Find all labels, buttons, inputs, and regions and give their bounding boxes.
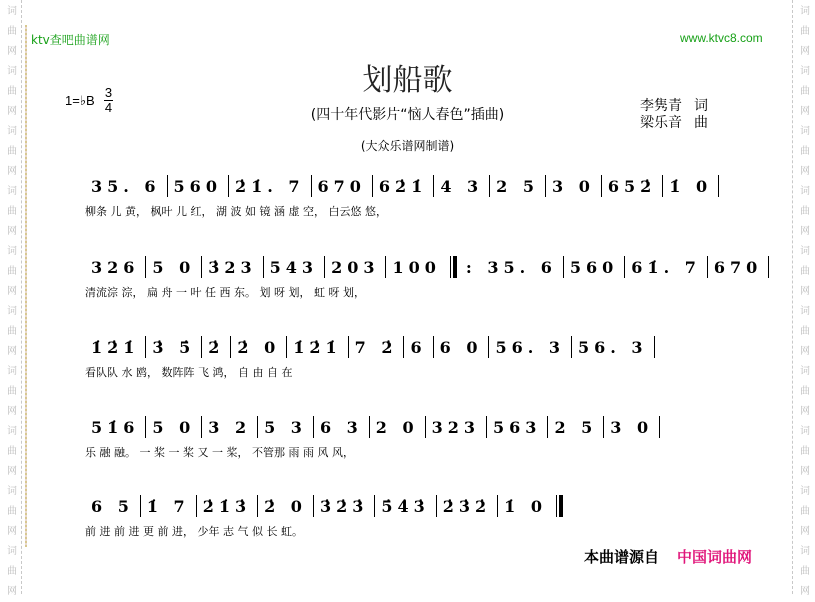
measure: 7 2̇ bbox=[354, 338, 398, 357]
measure: 100 bbox=[392, 258, 441, 277]
watermark-group: 词 曲 网 bbox=[7, 246, 17, 297]
measure: 56. 3 bbox=[495, 338, 566, 357]
watermark-group: 词 曲 网 bbox=[7, 306, 17, 357]
measure: 2̇3̇2̇ bbox=[442, 497, 492, 516]
measure: 323 bbox=[431, 418, 481, 437]
barline bbox=[654, 336, 655, 358]
watermark-group: 词 曲 网 bbox=[800, 186, 810, 237]
composer-name: 梁乐音 bbox=[640, 115, 682, 131]
measure: 2̇ 0 bbox=[237, 338, 281, 357]
watermark-group: 词 曲 网 bbox=[7, 6, 17, 57]
time-signature-bottom: 4 bbox=[104, 100, 113, 115]
measure: 3 0 bbox=[552, 177, 595, 196]
measure: 1̇2̇1̇ bbox=[91, 338, 140, 357]
watermark-group: 词 曲 网 bbox=[7, 486, 17, 537]
measure: 1̇ 7 bbox=[146, 497, 190, 516]
watermark-group: 词 曲 网 bbox=[7, 546, 17, 597]
measure: 3 2 bbox=[208, 418, 252, 437]
measure: 670 bbox=[317, 177, 366, 196]
measure: 6 0 bbox=[439, 338, 483, 357]
lyricist-name: 李隽青 bbox=[640, 98, 682, 114]
lyricist-line bbox=[640, 98, 708, 115]
measure: 2̇1̇. 7 bbox=[234, 177, 305, 196]
measure: 56. 3 bbox=[578, 338, 648, 357]
watermark-group: 词 曲 网 bbox=[800, 126, 810, 177]
measure: 3̇ 5̇ bbox=[152, 338, 196, 357]
lyrics-row-3: 看队队 水 鸥， 数阵阵 飞 鸿， 自 由 自 在 bbox=[85, 366, 293, 379]
composer-role: 曲 bbox=[694, 115, 708, 131]
measure: 2̇ 0 bbox=[264, 497, 307, 516]
notes-row-4 bbox=[85, 418, 660, 440]
notes-row-1 bbox=[85, 177, 719, 199]
measure: 4 3 bbox=[440, 177, 484, 196]
repeat-barline bbox=[450, 256, 457, 278]
composer-line bbox=[640, 115, 708, 132]
watermark-group: 词 曲 网 bbox=[800, 66, 810, 117]
song-subtitle: (四十年代影片“恼人春色”插曲) bbox=[310, 107, 505, 123]
measure: 3̇2̇3̇ bbox=[319, 497, 369, 516]
time-signature-top: 3 bbox=[104, 85, 113, 100]
lyrics-row-2: 清流淙 淙， 扁 舟 一 叶 任 西 东。 划 呀 划， 虹 呀 划， bbox=[85, 286, 365, 299]
measure: 2̇1̇3̇ bbox=[202, 497, 252, 516]
measure: 5 3 bbox=[264, 418, 307, 437]
lyricist-role: 词 bbox=[694, 98, 708, 114]
measure: 1̇2̇1̇ bbox=[293, 338, 342, 357]
notes-row-5 bbox=[85, 497, 566, 519]
measure: 3̇23 bbox=[208, 258, 257, 277]
barline bbox=[659, 416, 660, 438]
watermark-group: 词 曲 网 bbox=[800, 366, 810, 417]
measure: 2 5 bbox=[496, 177, 539, 196]
measure: 5̇4̇3̇ bbox=[381, 497, 430, 516]
watermark-group: 词 曲 网 bbox=[7, 126, 17, 177]
watermark-group: 词 曲 网 bbox=[800, 546, 810, 597]
measure: 652̇ bbox=[607, 177, 657, 196]
measure: 51̇6 bbox=[91, 418, 140, 437]
watermark-group: 词 曲 网 bbox=[7, 186, 17, 237]
credits bbox=[640, 98, 708, 132]
source-footer bbox=[584, 546, 752, 567]
lyrics-row-5: 前 进 前 进 更 前 进， 少年 志 气 似 长 虹。 bbox=[85, 525, 303, 538]
watermark-group: 词 曲 网 bbox=[800, 426, 810, 477]
measure: 563 bbox=[493, 418, 542, 437]
measure: 203 bbox=[331, 258, 380, 277]
measure: 6 bbox=[410, 338, 427, 357]
measure: 543 bbox=[269, 258, 319, 277]
key-signature: 1=♭B bbox=[65, 93, 95, 108]
watermark-group: 词 曲 网 bbox=[800, 486, 810, 537]
source-link[interactable]: 中国词曲网 bbox=[677, 548, 753, 566]
lyrics-row-4: 乐 融 融。 一 桨 一 桨 又 一 桨， 不管那 雨 雨 风 风， bbox=[85, 446, 354, 459]
measure: 560 bbox=[569, 258, 619, 277]
measure: 1̇ 0 bbox=[504, 497, 547, 516]
song-title: 划船歌 bbox=[362, 63, 453, 98]
watermark-group: 词 曲 网 bbox=[7, 366, 17, 417]
measure: 35. 6 bbox=[91, 177, 161, 196]
measure: 1̇ 0 bbox=[669, 177, 713, 196]
lyrics-row-1: 柳条 儿 黄， 枫叶 儿 红， 湖 波 如 镜 涵 虚 空， 白云悠 悠， bbox=[85, 205, 387, 218]
measure: 560 bbox=[173, 177, 222, 196]
measure: 670 bbox=[713, 258, 763, 277]
measure: : 35. 6 bbox=[465, 258, 557, 277]
measure: 6 3 bbox=[319, 418, 363, 437]
source-label: 本曲谱源自 bbox=[584, 548, 660, 566]
score-maker: (大众乐谱网制谱) bbox=[360, 139, 455, 153]
measure: 6 5 bbox=[91, 497, 134, 516]
measure: 2 5 bbox=[554, 418, 598, 437]
watermark-group: 词 曲 网 bbox=[800, 306, 810, 357]
notes-row-2 bbox=[85, 258, 769, 280]
measure: 2 0 bbox=[375, 418, 419, 437]
measure: 5 0 bbox=[152, 418, 196, 437]
final-barline bbox=[556, 495, 563, 517]
watermark-group: 词 曲 网 bbox=[7, 426, 17, 477]
site-name-left[interactable]: ktv查吧曲谱网 bbox=[31, 33, 110, 47]
watermark-group: 词 曲 网 bbox=[7, 66, 17, 117]
measure: 61̇. 7 bbox=[631, 258, 701, 277]
measure: 2̇ bbox=[208, 338, 225, 357]
watermark-group: 词 曲 网 bbox=[800, 6, 810, 57]
measure: 5 0 bbox=[152, 258, 196, 277]
barline bbox=[718, 175, 719, 197]
watermark-group: 词 曲 网 bbox=[800, 246, 810, 297]
notes-row-3 bbox=[85, 338, 655, 360]
measure: 326 bbox=[91, 258, 140, 277]
measure: 62̇1̇ bbox=[378, 177, 428, 196]
barline bbox=[768, 256, 769, 278]
measure: 3 0 bbox=[610, 418, 654, 437]
site-url-right[interactable]: www.ktvc8.com bbox=[680, 31, 763, 45]
